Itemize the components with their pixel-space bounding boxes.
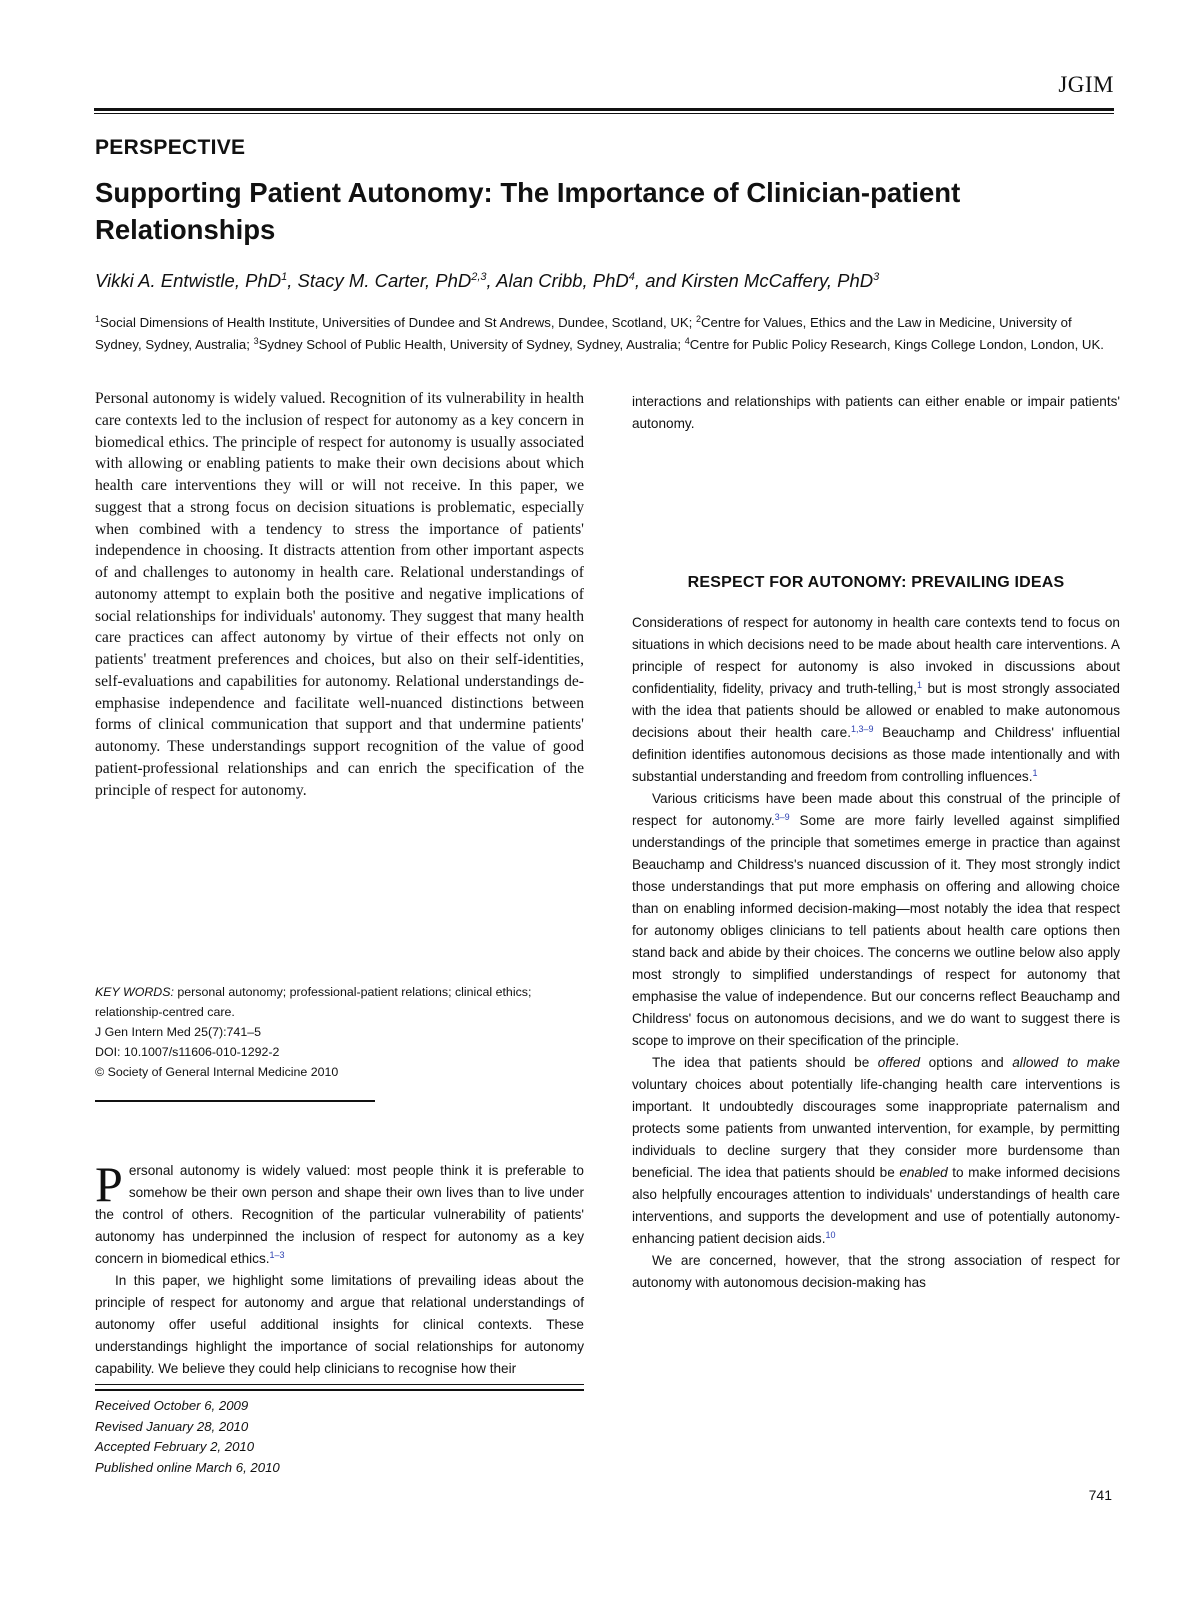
keywords [95,982,584,1022]
body-paragraph [632,1052,1120,1250]
author-name: Alan Cribb, PhD [496,270,629,291]
history-accepted: Accepted February 2, 2010 [95,1439,255,1454]
body-text: to make informed decisions also helpfully encourages attention to individuals' understandings of health care interventions, and supports the development and use of potentially autonomy-enhancing patient decision aids. [632,1165,1120,1246]
author-list [95,268,1125,294]
keywords-label: KEY WORDS: [95,985,174,999]
body-text: Various criticisms have been made about this construal of the principle of respect for autonomy. [632,791,1120,828]
doi: DOI: 10.1007/s11606-010-1292-2 [95,1045,280,1059]
body-text: Beauchamp and Childress' influential definition identifies autonomous decisions as those made intentionally and with substantial understanding and freedom from controlling influences. [632,725,1120,784]
intro-continuation [632,391,1120,435]
body-text: Considerations of respect for autonomy in health care contexts tend to focus on situations in which decisions need to be made about health care interventions. A principle of respect for autonomy is also invoked in discussions about confidentiality, fidelity, privacy and truth-telling, [632,615,1120,696]
abstract: Personal autonomy is widely valued. Recognition of its vulnerability in health care contexts led to the inclusion of respect for autonomy as a key concern in biomedical ethics. The principle of respect for autonomy is usually associated with allowing or enabling patients to make their own decisions about which health care interventions they will or will not receive. In this paper, we suggest that a strong focus on decision situations is problematic, especially when combined with a tendency to stress the importance of patients' independence in choosing. It distracts attention from other important aspects of and challenges to autonomy in health care. Relational understandings of autonomy attempt to explain both the positive and negative implications of social relationships for individuals' autonomy. They suggest that many health care practices can affect autonomy by virtue of their effects not only on patients' treatment preferences and choices, but also on their self-identities, self-evaluations and capabilities for autonomy. Relational understandings de-emphasise independence and facilitate well-nuanced distinctions between forms of clinical communication that support and that undermine patients' autonomy. These understandings support recognition of the value of good patient-professional relationships and can enrich the specification of the principle of respect for autonomy. [95,390,584,799]
author-name: Kirsten McCaffery, PhD [681,270,874,291]
intro-paragraph [95,1156,584,1270]
body-text: but is most strongly associated with the idea that patients should be allowed or enabled to make autonomous decisions about their health care. [632,681,1120,740]
history-rule [95,1384,584,1385]
history-received: Received October 6, 2009 [95,1398,249,1413]
emphasis-text: offered [877,1055,921,1070]
body-text: options and [920,1055,1013,1070]
author-separator: , [287,270,298,291]
author-affiliation-mark: 3 [873,271,880,283]
section-heading: RESPECT FOR AUTONOMY: PREVAILING IDEAS [687,574,1065,591]
intro-text-continued: interactions and relationships with patients can either enable or impair patients' autonomy. [632,394,1120,431]
reference-link[interactable]: 1 [916,680,922,690]
history-published: Published online March 6, 2010 [95,1459,280,1475]
body-paragraph [632,788,1120,1052]
affiliation-mark: 2 [695,314,701,324]
journal-name: JGIM [1058,72,1114,97]
section-label: PERSPECTIVE [95,136,246,159]
reference-link[interactable]: 1 [1032,768,1038,778]
article-history [95,1396,280,1478]
author-separator: , and [634,270,682,291]
body-text: The idea that patients should be [652,1055,878,1070]
page-number: 741 [1088,1487,1112,1503]
author-separator: , [486,270,497,291]
citation: J Gen Intern Med 25(7):741–5 [95,1025,261,1039]
affiliation-mark: 1 [95,314,101,324]
history-rule-thick [95,1389,584,1391]
metadata-divider [95,1100,375,1102]
body-column-left [95,1156,584,1380]
author-affiliation-mark: 1 [281,271,288,283]
affiliations [95,312,1115,356]
body-paragraph: We are concerned, however, that the strong association of respect for autonomy with autonomous decision-making has [632,1253,1120,1290]
affiliation-text: Social Dimensions of Health Institute, Universities of Dundee and St Andrews, Dundee, Scotland, UK; [100,315,696,330]
intro-paragraph-2: In this paper, we highlight some limitations of prevailing ideas about the principle of respect for autonomy and argue that relational understandings of autonomy offer useful additional insights for clinical contexts. These understandings highlight the importance of social relationships for autonomy capability. We believe they could help clinicians to recognise how their [95,1273,584,1376]
author-affiliation-mark: 2,3 [471,271,487,283]
article-metadata [95,982,584,1082]
drop-cap: P [95,1156,123,1212]
body-text: voluntary choices about potentially life-changing health care interventions is important. It undoubtedly discourages some inappropriate paternalism and protects some patients from unwanted intervention, for example, by permitting individuals to decline surgery that they consider more burdensome than beneficial. The idea that patients should be [632,1077,1120,1180]
author-name: Stacy M. Carter, PhD [297,270,472,291]
reference-link[interactable]: 1–3 [269,1250,285,1260]
body-paragraph [632,612,1120,788]
body-text: Some are more fairly levelled against simplified understandings of the principle that sometimes emerge in practice than against Beauchamp and Childress's nuanced discussion of it. They most strongly indict those understandings that put more emphasis on offering and allowing choice than on enabling informed decision-making—most notably the idea that respect for autonomy obliges clinicians to tell patients about health care options then stand back and abide by their choices. The concerns we outline below also apply most strongly to simplified understandings of respect for autonomy that emphasise the value of independence. But our concerns reflect Beauchamp and Childress' focus on autonomous decisions, and we do want to suggest there is scope to improve on their specification of the principle. [632,813,1120,1048]
reference-link[interactable]: 3–9 [774,812,790,822]
author-affiliation-mark: 4 [628,271,635,283]
header-rule [94,108,1114,111]
affiliation-mark: 3 [253,336,259,346]
author-name: Vikki A. Entwistle, PhD [95,270,282,291]
emphasis-text: enabled [899,1165,948,1180]
intro-text: ersonal autonomy is widely valued: most people think it is preferable to somehow be their own person and shape their own lives than to live under the control of others. Recognition of the particular vulnerability of patients' autonomy has underpinned the inclusion of respect for autonomy as a key concern in biomedical ethics. [95,1163,584,1266]
keywords-text: personal autonomy; professional-patient relations; clinical ethics; relationship-centred care. [95,985,532,1019]
affiliation-text: Centre for Values, Ethics and the Law in Medicine, University of Sydney, Sydney, Australia; [95,315,1072,352]
affiliation-text: Sydney School of Public Health, University of Sydney, Sydney, Australia; [258,337,685,352]
body-column-right [632,612,1120,1294]
copyright: © Society of General Internal Medicine 2010 [95,1065,339,1079]
reference-link[interactable]: 10 [825,1230,836,1240]
history-revised: Revised January 28, 2010 [95,1418,249,1434]
affiliation-mark: 4 [684,336,690,346]
header-rule-thin [94,113,1114,114]
article-title: Supporting Patient Autonomy: The Importance of Clinician-patient Relationships [95,177,961,245]
emphasis-text: allowed to make [1012,1055,1120,1070]
affiliation-text: Centre for Public Policy Research, Kings College London, London, UK. [689,337,1104,352]
reference-link[interactable]: 1,3–9 [850,724,874,734]
